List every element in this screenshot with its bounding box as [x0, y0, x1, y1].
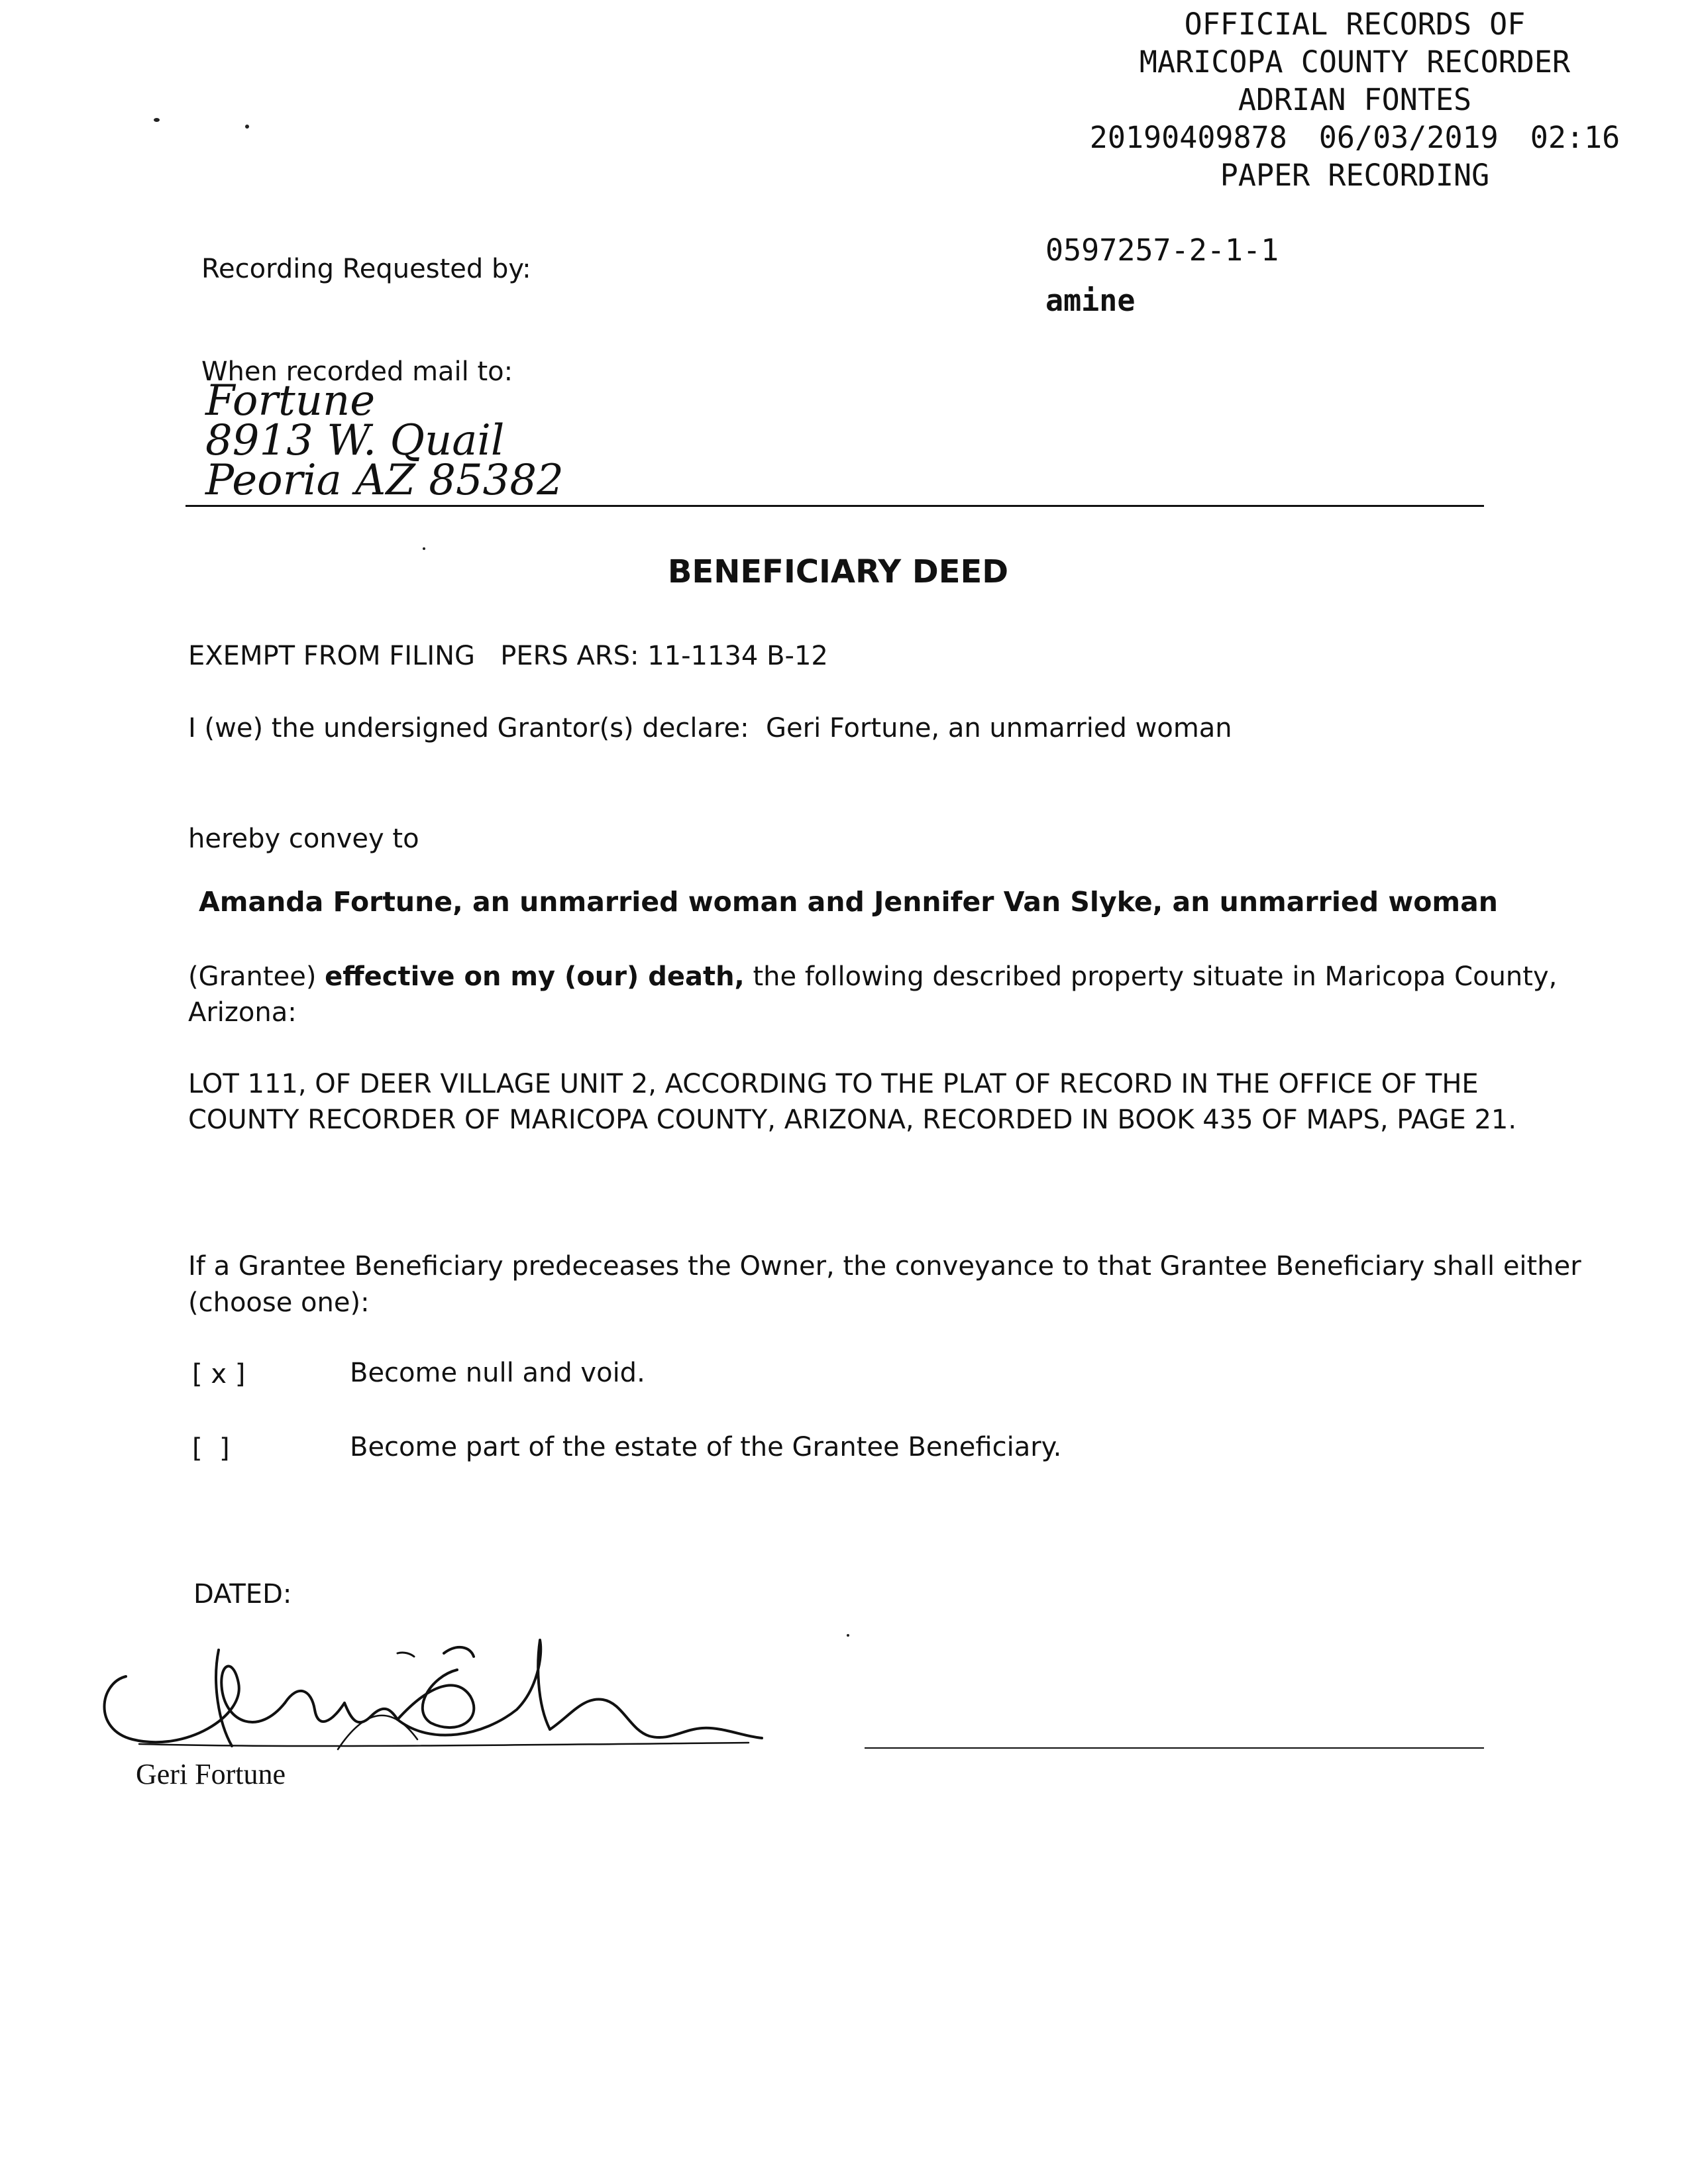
signature-image — [86, 1604, 868, 1763]
scan-speck — [423, 547, 425, 550]
effective-line-2: Arizona: — [188, 997, 297, 1028]
clerk-id: amine — [1045, 283, 1136, 318]
legal-description-line-2: COUNTY RECORDER OF MARICOPA COUNTY, ARIZONA, RECORDED IN BOOK 435 OF MAPS, PAGE 21. — [188, 1105, 1517, 1135]
legal-description-line-1: LOT 111, OF DEER VILLAGE UNIT 2, ACCORDING TO THE PLAT OF RECORD IN THE OFFICE OF THE — [188, 1069, 1479, 1099]
predecease-line-2: (choose one): — [188, 1287, 370, 1318]
option-1-checkbox[interactable]: [ x ] — [192, 1359, 246, 1390]
stamp-line-5: PAPER RECORDING — [1220, 158, 1490, 193]
document-title: BENEFICIARY DEED — [667, 553, 1009, 590]
grantee-names: Amanda Fortune, an unmarried woman and Jennifer Van Slyke, an unmarried woman — [199, 886, 1498, 918]
dated-label: DATED: — [193, 1579, 292, 1610]
mail-to-rule — [186, 505, 1484, 507]
signer-name: Geri Fortune — [136, 1758, 286, 1790]
recorder-stamp — [1034, 5, 1676, 194]
stamp-line-3: ADRIAN FONTES — [1238, 82, 1472, 117]
predecease-line-1: If a Grantee Beneficiary predeceases the Owner, the conveyance to that Grantee Beneficiary shall either — [188, 1251, 1581, 1282]
stamp-line-2: MARICOPA COUNTY RECORDER — [1139, 44, 1571, 80]
recording-date: 06/03/2019 — [1318, 120, 1499, 155]
mail-to-name: Fortune — [205, 376, 376, 425]
effective-prefix: (Grantee) — [188, 961, 325, 992]
effective-clause — [188, 959, 1557, 994]
convey-text: hereby convey to — [188, 824, 419, 854]
document-number-block — [1045, 225, 1279, 326]
stamp-line-1: OFFICIAL RECORDS OF — [1184, 7, 1526, 42]
recording-time: 02:16 — [1530, 120, 1620, 155]
option-1-label: Become null and void. — [350, 1358, 645, 1388]
mail-to-label: When recorded mail to: — [201, 356, 513, 387]
option-2-label: Become part of the estate of the Grantee Beneficiary. — [350, 1432, 1062, 1462]
effective-suffix: the following described property situate in Maricopa County, — [744, 961, 1558, 992]
scan-speck — [245, 125, 249, 129]
exempt-statement: EXEMPT FROM FILING PERS ARS: 11-1134 B-12 — [188, 641, 828, 671]
stamp-fee-row — [1034, 119, 1676, 156]
signature-line-right — [865, 1747, 1484, 1749]
recording-requested-label: Recording Requested by: — [201, 254, 531, 284]
option-2-checkbox[interactable]: [ ] — [192, 1433, 230, 1464]
scan-speck — [154, 118, 160, 122]
fee-number: 20190409878 — [1089, 120, 1287, 155]
document-number: 0597257-2-1-1 — [1045, 233, 1279, 268]
grantor-declaration: I (we) the undersigned Grantor(s) declare: Geri Fortune, an unmarried woman — [188, 713, 1232, 743]
mail-to-street: 8913 W. Quail — [205, 416, 505, 465]
effective-bold: effective on my (our) death, — [325, 961, 745, 992]
mail-to-city: Peoria AZ 85382 — [205, 456, 564, 505]
